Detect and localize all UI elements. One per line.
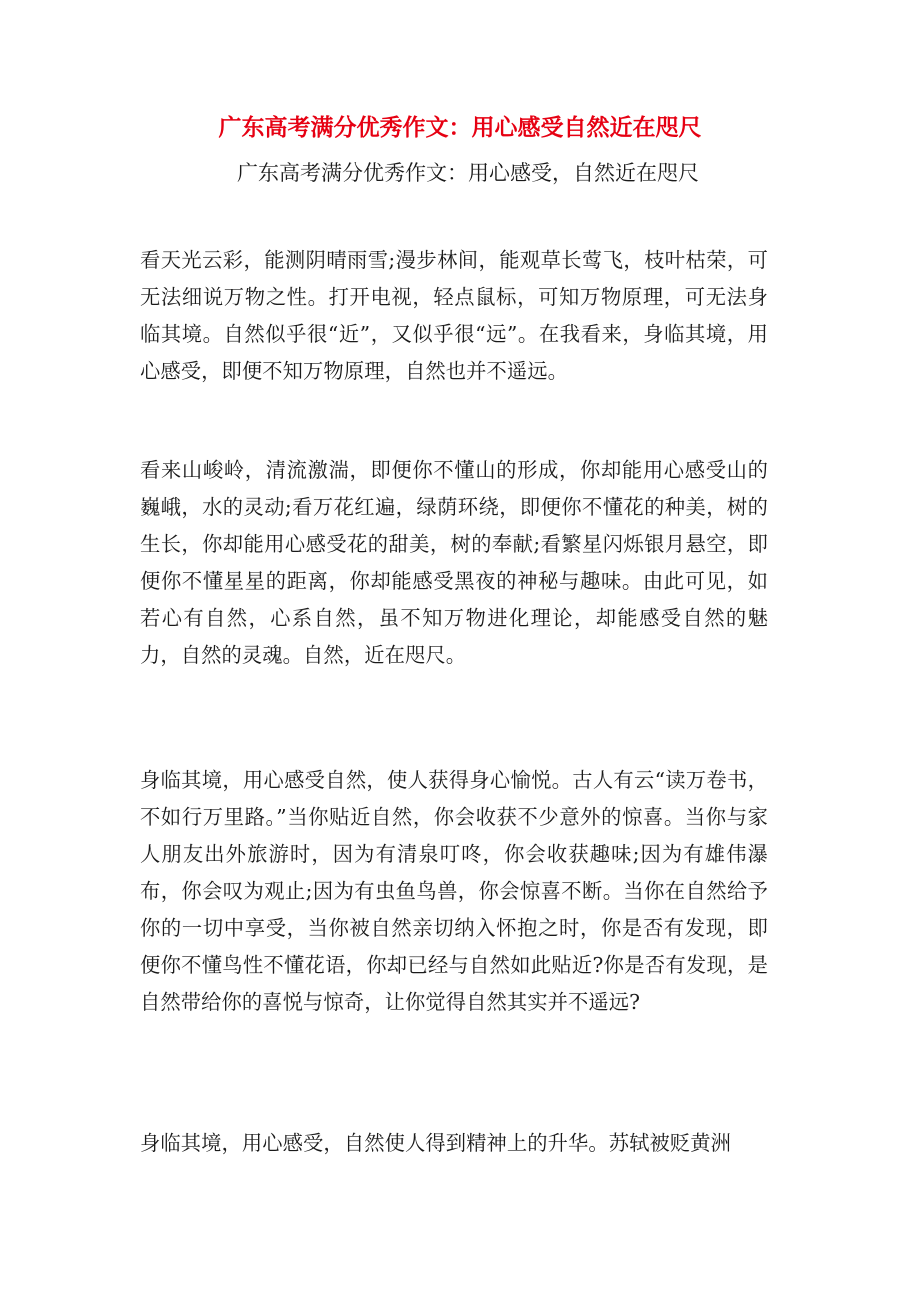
paragraph-4: 身临其境，用心感受，自然使人得到精神上的升华。苏轼被贬黄洲 <box>140 1131 732 1155</box>
paragraph-2: 看来山峻岭，清流激湍，即便你不懂山的形成，你却能用心感受山的巍峨，水的灵动;看万花红遍，绿荫环绕，即便你不懂花的种美，树的生长，你却能用心感受花的甜美，树的奉献;看繁星闪烁银月悬空，即便你不懂星星的距离，你却能感受黑夜的神秘与趣味。由此可见，如若心有自然，心系自然，虽不知万物进化理论，却能感受自然的魅力，自然的灵魂。自然，近在咫尺。 <box>140 458 768 667</box>
paragraph-1: 看天光云彩，能测阴晴雨雪;漫步林间，能观草长莺飞，枝叶枯荣，可无法细说万物之性。打开电视，轻点鼠标，可知万物原理，可无法身临其境。自然似乎很“近”，又似乎很“远”。在我看来，身临其境，用心感受，即便不知万物原理，自然也并不遥远。 <box>140 248 768 383</box>
paragraph-3: 身临其境，用心感受自然，使人获得身心愉悦。古人有云“读万卷书，不如行万里路。”当你贴近自然，你会收获不少意外的惊喜。当你与家人朋友出外旅游时，因为有清泉叮咚，你会收获趣味;因为有雄伟瀑布，你会叹为观止;因为有虫鱼鸟兽，你会惊喜不断。当你在自然给予你的一切中享受，当你被自然亲切纳入怀抱之时，你是否有发现，即便你不懂鸟性不懂花语，你却已经与自然如此贴近?你是否有发现，是自然带给你的喜悦与惊奇，让你觉得自然其实并不遥远? <box>140 768 768 1014</box>
document-subtitle: 广东高考满分优秀作文：用心感受，自然近在咫尺 <box>237 161 699 185</box>
document-title: 广东高考满分优秀作文：用心感受自然近在咫尺 <box>218 114 702 141</box>
